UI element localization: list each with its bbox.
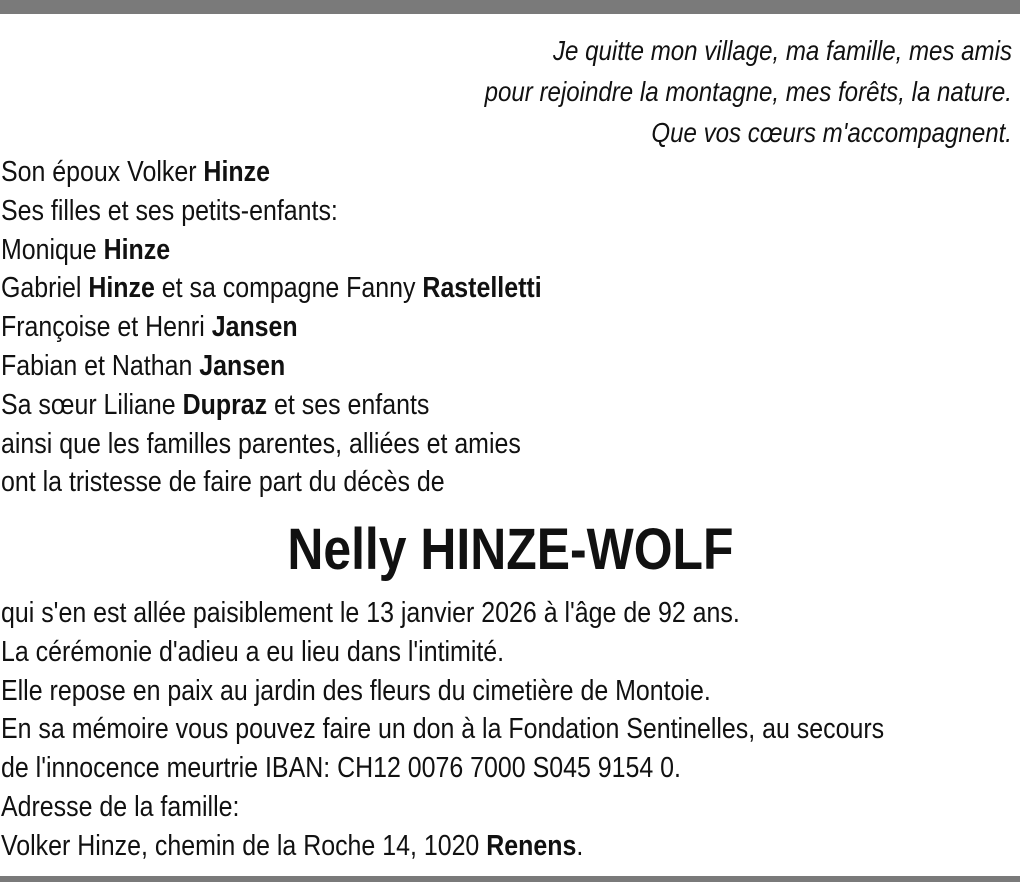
surname: Rastelletti xyxy=(422,272,542,305)
deceased-name-heading xyxy=(0,515,1020,585)
line-text: Fabian et Nathan xyxy=(1,349,200,382)
line-text: Sa sœur Liliane xyxy=(1,388,183,421)
address-text: Volker Hinze, chemin de la Roche 14, 1020 xyxy=(1,829,487,862)
line-text: et ses enfants xyxy=(267,388,430,421)
details-line-resting-place: Elle repose en paix au jardin des fleurs du cimetière de Montoie. xyxy=(1,674,711,707)
top-border-rule xyxy=(0,0,1020,14)
surname: Dupraz xyxy=(182,388,268,421)
family-line-relatives: ainsi que les familles parentes, alliées et amies xyxy=(1,427,521,460)
surname: Hinze xyxy=(103,233,171,266)
family-line-spouse xyxy=(1,153,947,192)
bottom-border-rule xyxy=(0,876,1020,882)
details-line-donation: En sa mémoire vous pouvez faire un don à la Fondation Sentinelles, au secours xyxy=(1,713,885,746)
details-line-address-label: Adresse de la famille: xyxy=(1,790,240,823)
details-line-ceremony: La cérémonie d'adieu a eu lieu dans l'intimité. xyxy=(1,635,505,668)
address-punctuation: . xyxy=(576,829,584,862)
surname: Hinze xyxy=(88,272,155,305)
family-announcement xyxy=(1,153,947,502)
address-city: Renens xyxy=(486,829,577,862)
family-line-sister xyxy=(1,386,947,425)
ceremony-details xyxy=(1,594,1020,866)
line-text: Monique xyxy=(1,233,104,266)
line-text: Son époux Volker xyxy=(1,156,204,188)
family-line-gabriel xyxy=(1,269,947,308)
surname: Hinze xyxy=(203,156,270,188)
surname: Jansen xyxy=(211,311,298,344)
family-line-children-intro: Ses filles et ses petits-enfants: xyxy=(1,194,338,227)
epigraph-poem xyxy=(324,30,1012,153)
deceased-name: Nelly HINZE-WOLF xyxy=(286,517,734,582)
line-text: et sa compagne Fanny xyxy=(154,272,423,305)
line-text: Françoise et Henri xyxy=(1,311,212,344)
line-text: Gabriel xyxy=(1,272,89,305)
details-line-address xyxy=(1,827,1020,866)
poem-line-1: Je quitte mon village, ma famille, mes amis xyxy=(552,35,1012,66)
poem-line-2: pour rejoindre la montagne, mes forêts, la nature. xyxy=(484,76,1013,107)
family-line-announcement: ont la tristesse de faire part du décès de xyxy=(1,466,445,499)
poem-line-3: Que vos cœurs m'accompagnent. xyxy=(651,117,1012,148)
family-line-francoise xyxy=(1,308,947,347)
details-line-iban: de l'innocence meurtrie IBAN: CH12 0076 7000 S045 9154 0. xyxy=(1,752,681,785)
details-line-passing: qui s'en est allée paisiblement le 13 janvier 2026 à l'âge de 92 ans. xyxy=(1,597,740,629)
surname: Jansen xyxy=(199,349,286,382)
family-line-monique xyxy=(1,231,947,270)
family-line-fabian xyxy=(1,347,947,386)
